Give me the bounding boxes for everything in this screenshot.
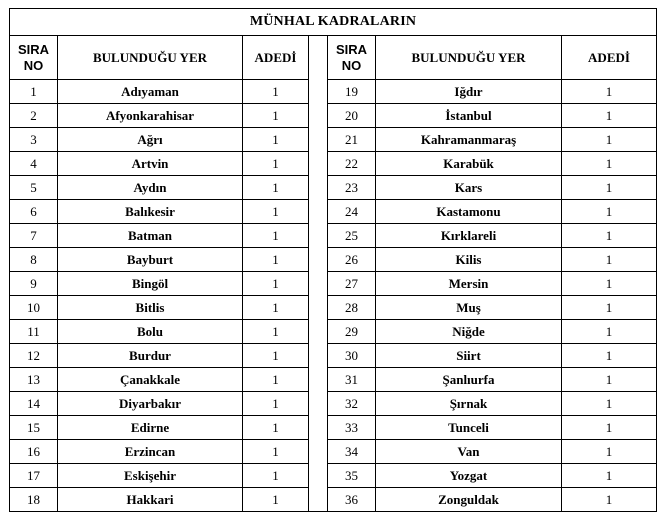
right-row-count: 1 (562, 344, 657, 368)
column-gap (309, 416, 328, 440)
right-row-count: 1 (562, 128, 657, 152)
table-row (10, 152, 657, 176)
right-row-number: 28 (328, 296, 376, 320)
left-row-count: 1 (243, 416, 309, 440)
left-row-number: 12 (10, 344, 58, 368)
left-row-number: 14 (10, 392, 58, 416)
header-no-label: NO (23, 57, 44, 73)
right-row-place: Karabük (376, 152, 562, 176)
right-row-count: 1 (562, 416, 657, 440)
left-row-count: 1 (243, 488, 309, 512)
left-row-place: Afyonkarahisar (58, 104, 243, 128)
right-row-count: 1 (562, 392, 657, 416)
left-row-place: Diyarbakır (58, 392, 243, 416)
right-row-number: 22 (328, 152, 376, 176)
left-row-count: 1 (243, 440, 309, 464)
right-row-place: Van (376, 440, 562, 464)
left-row-count: 1 (243, 248, 309, 272)
left-row-number: 18 (10, 488, 58, 512)
column-gap (309, 152, 328, 176)
right-row-place: Kilis (376, 248, 562, 272)
left-row-place: Adıyaman (58, 80, 243, 104)
left-row-count: 1 (243, 320, 309, 344)
left-row-place: Artvin (58, 152, 243, 176)
right-row-number: 26 (328, 248, 376, 272)
left-row-count: 1 (243, 224, 309, 248)
right-row-number: 32 (328, 392, 376, 416)
left-row-count: 1 (243, 344, 309, 368)
right-row-count: 1 (562, 296, 657, 320)
table-row (10, 464, 657, 488)
table-row (10, 200, 657, 224)
left-row-number: 15 (10, 416, 58, 440)
right-row-place: Muş (376, 296, 562, 320)
left-row-number: 5 (10, 176, 58, 200)
column-gap (309, 104, 328, 128)
right-row-number: 25 (328, 224, 376, 248)
column-gap (309, 36, 328, 80)
table-row (10, 80, 657, 104)
right-row-place: Niğde (376, 320, 562, 344)
header-row (10, 36, 657, 80)
column-gap (309, 368, 328, 392)
table-row (10, 440, 657, 464)
header-sira-no-left (10, 36, 58, 80)
right-row-count: 1 (562, 104, 657, 128)
right-row-place: İstanbul (376, 104, 562, 128)
table-row (10, 416, 657, 440)
header-no-label: NO (341, 57, 362, 73)
right-row-count: 1 (562, 224, 657, 248)
left-row-place: Ağrı (58, 128, 243, 152)
right-row-count: 1 (562, 152, 657, 176)
right-row-place: Siirt (376, 344, 562, 368)
left-row-count: 1 (243, 296, 309, 320)
right-row-number: 35 (328, 464, 376, 488)
left-row-number: 6 (10, 200, 58, 224)
left-row-number: 17 (10, 464, 58, 488)
left-row-count: 1 (243, 152, 309, 176)
right-row-number: 24 (328, 200, 376, 224)
left-row-number: 1 (10, 80, 58, 104)
left-row-number: 2 (10, 104, 58, 128)
right-row-place: Zonguldak (376, 488, 562, 512)
left-row-number: 9 (10, 272, 58, 296)
table-row (10, 104, 657, 128)
table-row (10, 344, 657, 368)
header-sira-label: SIRA (17, 41, 50, 57)
right-row-number: 30 (328, 344, 376, 368)
right-row-count: 1 (562, 80, 657, 104)
right-row-count: 1 (562, 320, 657, 344)
left-row-place: Eskişehir (58, 464, 243, 488)
column-gap (309, 224, 328, 248)
right-row-place: Tunceli (376, 416, 562, 440)
table-row (10, 488, 657, 512)
left-row-number: 10 (10, 296, 58, 320)
left-row-count: 1 (243, 104, 309, 128)
right-row-number: 29 (328, 320, 376, 344)
left-row-place: Bingöl (58, 272, 243, 296)
left-row-place: Bolu (58, 320, 243, 344)
right-row-place: Kahramanmaraş (376, 128, 562, 152)
header-place-right: BULUNDUĞU YER (376, 36, 562, 80)
right-row-number: 31 (328, 368, 376, 392)
right-row-place: Kars (376, 176, 562, 200)
left-row-place: Çanakkale (58, 368, 243, 392)
right-row-place: Şırnak (376, 392, 562, 416)
left-row-number: 4 (10, 152, 58, 176)
left-row-place: Burdur (58, 344, 243, 368)
table-row (10, 176, 657, 200)
right-row-count: 1 (562, 368, 657, 392)
right-row-place: Şanlıurfa (376, 368, 562, 392)
column-gap (309, 248, 328, 272)
column-gap (309, 320, 328, 344)
column-gap (309, 440, 328, 464)
table-row (10, 128, 657, 152)
left-row-place: Balıkesir (58, 200, 243, 224)
header-place-left: BULUNDUĞU YER (58, 36, 243, 80)
left-row-place: Aydın (58, 176, 243, 200)
right-row-count: 1 (562, 272, 657, 296)
right-row-count: 1 (562, 248, 657, 272)
left-row-place: Erzincan (58, 440, 243, 464)
left-row-number: 13 (10, 368, 58, 392)
right-row-count: 1 (562, 176, 657, 200)
header-count-left: ADEDİ (243, 36, 309, 80)
right-row-count: 1 (562, 488, 657, 512)
right-row-place: Kırklareli (376, 224, 562, 248)
left-row-number: 3 (10, 128, 58, 152)
header-sira-no-right (328, 36, 376, 80)
left-row-place: Hakkari (58, 488, 243, 512)
table-row (10, 272, 657, 296)
table-row (10, 320, 657, 344)
left-row-number: 7 (10, 224, 58, 248)
column-gap (309, 344, 328, 368)
left-row-place: Bitlis (58, 296, 243, 320)
right-row-number: 20 (328, 104, 376, 128)
column-gap (309, 176, 328, 200)
right-row-number: 19 (328, 80, 376, 104)
column-gap (309, 128, 328, 152)
column-gap (309, 488, 328, 512)
right-row-count: 1 (562, 464, 657, 488)
right-row-number: 27 (328, 272, 376, 296)
right-row-place: Iğdır (376, 80, 562, 104)
left-row-number: 11 (10, 320, 58, 344)
right-row-number: 33 (328, 416, 376, 440)
right-row-place: Yozgat (376, 464, 562, 488)
right-row-number: 36 (328, 488, 376, 512)
column-gap (309, 464, 328, 488)
column-gap (309, 80, 328, 104)
table-title: MÜNHAL KADRALARIN (10, 9, 657, 36)
left-row-place: Batman (58, 224, 243, 248)
title-row (10, 9, 657, 36)
column-gap (309, 392, 328, 416)
left-row-count: 1 (243, 200, 309, 224)
header-count-right: ADEDİ (562, 36, 657, 80)
left-row-count: 1 (243, 80, 309, 104)
vacancy-table (9, 8, 657, 512)
right-row-number: 21 (328, 128, 376, 152)
column-gap (309, 200, 328, 224)
column-gap (309, 272, 328, 296)
left-row-count: 1 (243, 464, 309, 488)
left-row-count: 1 (243, 392, 309, 416)
right-row-number: 34 (328, 440, 376, 464)
left-row-place: Edirne (58, 416, 243, 440)
right-row-count: 1 (562, 440, 657, 464)
left-row-number: 8 (10, 248, 58, 272)
right-row-place: Mersin (376, 272, 562, 296)
right-row-count: 1 (562, 200, 657, 224)
table-row (10, 296, 657, 320)
left-row-count: 1 (243, 272, 309, 296)
table-row (10, 248, 657, 272)
table-row (10, 224, 657, 248)
column-gap (309, 296, 328, 320)
left-row-number: 16 (10, 440, 58, 464)
left-row-place: Bayburt (58, 248, 243, 272)
table-row (10, 392, 657, 416)
header-sira-label: SIRA (335, 41, 368, 57)
right-row-place: Kastamonu (376, 200, 562, 224)
left-row-count: 1 (243, 368, 309, 392)
left-row-count: 1 (243, 176, 309, 200)
left-row-count: 1 (243, 128, 309, 152)
table-row (10, 368, 657, 392)
right-row-number: 23 (328, 176, 376, 200)
